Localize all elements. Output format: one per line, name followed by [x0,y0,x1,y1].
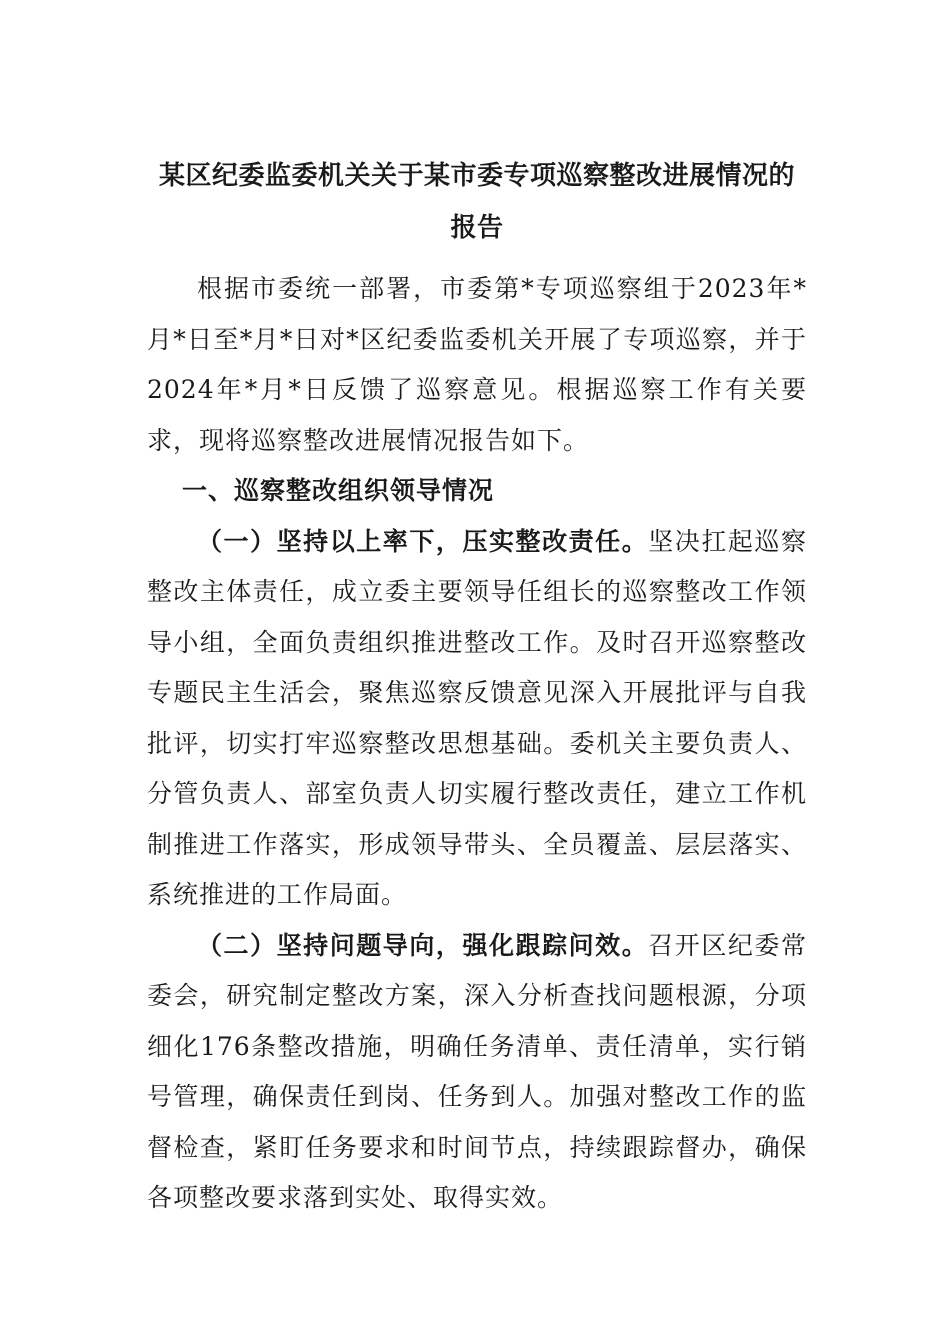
item-lead-1: （一）坚持以上率下，压实整改责任。 [197,526,649,556]
document-title: 某区纪委监委机关关于某市委专项巡察整改进展情况的报告 [158,161,795,243]
item-body-1: 坚决扛起巡察整改主体责任，成立委主要领导任组长的巡察整改工作领导小组，全面负责组织推进整改工作。及时召开巡察整改专题民主生活会，聚焦巡察反馈意见深入开展批评与自我批评，切实打牢巡察整改思想基础。委机关主要负责人、分管负责人、部室负责人切实履行整改责任，建立工作机制推进工作落实，形成领导带头、全员覆盖、层层落实、系统推进的工作局面。 [147,526,807,909]
item-paragraph-1 [147,517,807,921]
document-body [147,150,807,1224]
item-body-2: 召开区纪委常委会，研究制定整改方案，深入分析查找问题根源，分项细化176条整改措施，明确任务清单、责任清单，实行销号管理，确保责任到岗、任务到人。加强对整改工作的监督检查，紧盯任务要求和时间节点，持续跟踪督办，确保各项整改要求落到实处、取得实效。 [147,930,807,1212]
item-paragraph-2 [147,921,807,1224]
section-heading: 一、巡察整改组织领导情况 [182,476,495,505]
intro-paragraph: 根据市委统一部署，市委第*专项巡察组于2023年*月*日至*月*日对*区纪委监委机关开展了专项巡察，并于2024年*月*日反馈了巡察意见。根据巡察工作有关要求，现将巡察整改进展情况报告如下。 [147,274,807,455]
item-lead-2: （二）坚持问题导向，强化跟踪问效。 [197,930,649,960]
